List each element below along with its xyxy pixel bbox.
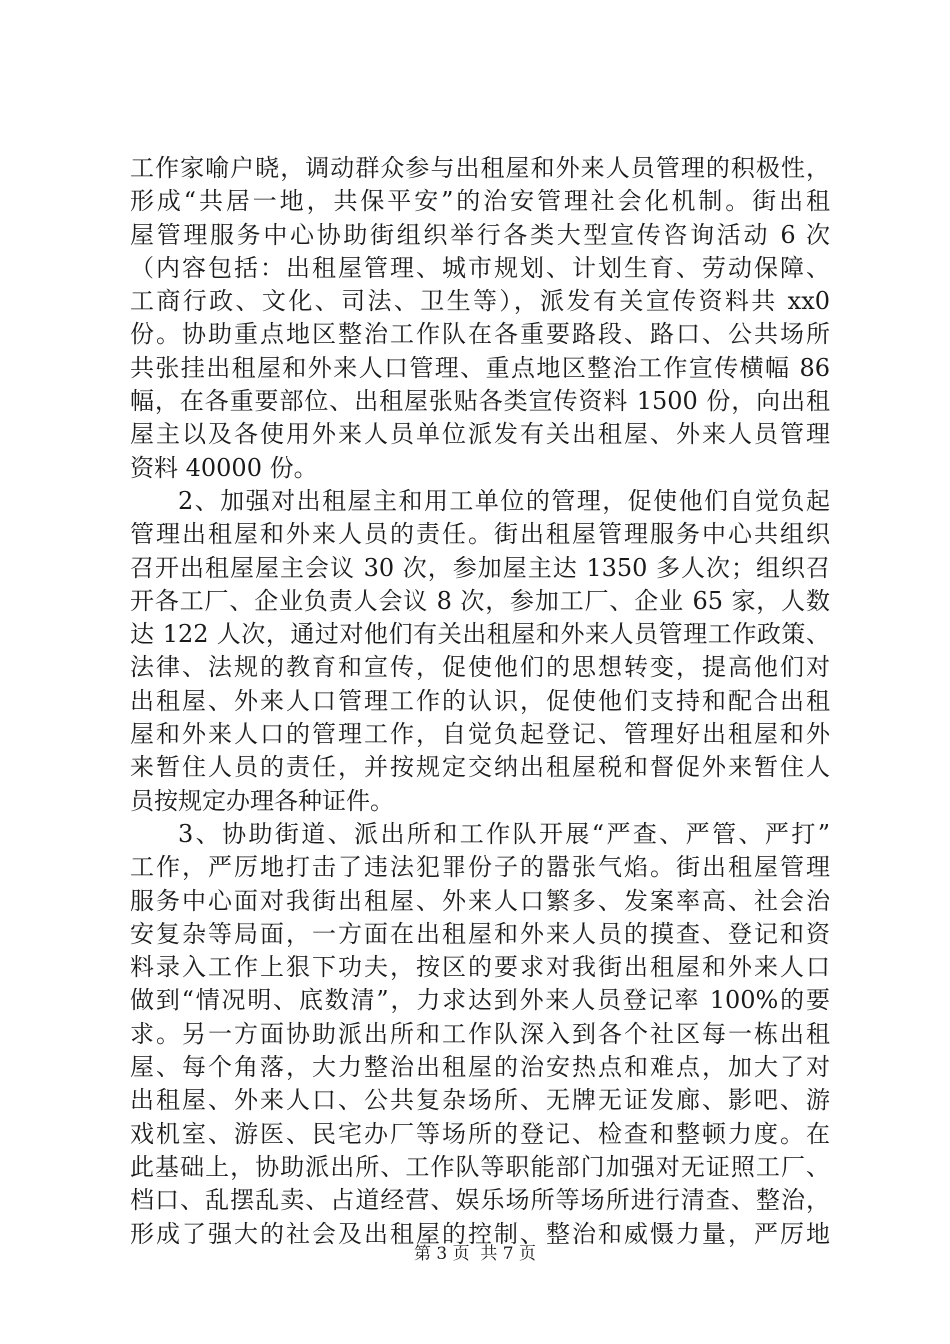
- text-line: 工作家喻户晓，调动群众参与出租屋和外来人员管理的积极性，: [130, 154, 830, 182]
- text-line: 出租屋、外来人口、公共复杂场所、无牌无证发廊、影吧、游: [130, 1086, 830, 1115]
- page-number-label: 第 3 页 共 7 页: [413, 1244, 537, 1264]
- text-line: 开各工厂、企业负责人会议 8 次，参加工厂、企业 65 家，人数: [130, 586, 830, 615]
- paragraph-2-first-line: 2、加强对出租屋主和用工单位的管理，促使他们自觉负起: [178, 486, 830, 515]
- text-line: 形成了强大的社会及出租屋的控制、整治和威慑力量，严厉地: [130, 1219, 830, 1248]
- text-line: 安复杂等局面，一方面在出租屋和外来人员的摸查、登记和资: [130, 919, 830, 948]
- text-line: 达 122 人次，通过对他们有关出租屋和外来人员管理工作政策、: [130, 620, 830, 649]
- text-line: 工商行政、文化、司法、卫生等），派发有关宣传资料共 xx0: [130, 287, 830, 316]
- text-line: 形成“共居一地，共保平安”的治安管理社会化机制。街出租: [130, 187, 830, 216]
- text-line: 出租屋、外来人口管理工作的认识，促使他们支持和配合出租: [130, 686, 830, 715]
- text-line: 档口、乱摆乱卖、占道经营、娱乐场所等场所进行清查、整治，: [130, 1186, 830, 1215]
- document-body: [130, 152, 830, 1251]
- text-line: 屋和外来人口的管理工作，自觉负起登记、管理好出租屋和外: [130, 720, 830, 749]
- text-line: 幅，在各重要部位、出租屋张贴各类宣传资料 1500 份，向出租: [130, 387, 830, 416]
- page-footer: [0, 1243, 950, 1265]
- text-line: 共张挂出租屋和外来人口管理、重点地区整治工作宣传横幅 86: [130, 353, 830, 382]
- text-line: 料录入工作上狠下功夫，按区的要求对我街出租屋和外来人口: [130, 953, 830, 982]
- text-line: 员按规定办理各种证件。: [130, 786, 394, 815]
- text-line: 管理出租屋和外来人员的责任。街出租屋管理服务中心共组织: [130, 520, 830, 549]
- text-line: 此基础上，协助派出所、工作队等职能部门加强对无证照工厂、: [130, 1152, 830, 1181]
- text-line: 做到“情况明、底数清”，力求达到外来人员登记率 100%的要: [130, 986, 830, 1015]
- paragraph-3-first-line: 3、协助街道、派出所和工作队开展“严查、严管、严打”: [178, 819, 830, 848]
- text-line: 份。协助重点地区整治工作队在各重要路段、路口、公共场所: [130, 320, 830, 349]
- text-line: 服务中心面对我街出租屋、外来人口繁多、发案率高、社会治: [130, 886, 830, 915]
- text-line: 法律、法规的教育和宣传，促使他们的思想转变，提高他们对: [130, 653, 830, 682]
- text-line: 资料 40000 份。: [130, 453, 318, 482]
- text-line: 戏机室、游医、民宅办厂等场所的登记、检查和整顿力度。在: [130, 1119, 830, 1148]
- text-line: （内容包括：出租屋管理、城市规划、计划生育、劳动保障、: [130, 253, 830, 282]
- text-line: 屋、每个角落，大力整治出租屋的治安热点和难点，加大了对: [130, 1053, 830, 1082]
- text-line: 屋管理服务中心协助街组织举行各类大型宣传咨询活动 6 次: [130, 220, 830, 249]
- text-line: 求。另一方面协助派出所和工作队深入到各个社区每一栋出租: [130, 1019, 830, 1048]
- text-line: 屋主以及各使用外来人员单位派发有关出租屋、外来人员管理: [130, 420, 830, 449]
- text-line: 来暂住人员的责任，并按规定交纳出租屋税和督促外来暂住人: [130, 753, 830, 782]
- text-line: 工作，严厉地打击了违法犯罪份子的嚣张气焰。街出租屋管理: [130, 853, 830, 882]
- text-line: 召开出租屋屋主会议 30 次，参加屋主达 1350 多人次；组织召: [130, 553, 830, 582]
